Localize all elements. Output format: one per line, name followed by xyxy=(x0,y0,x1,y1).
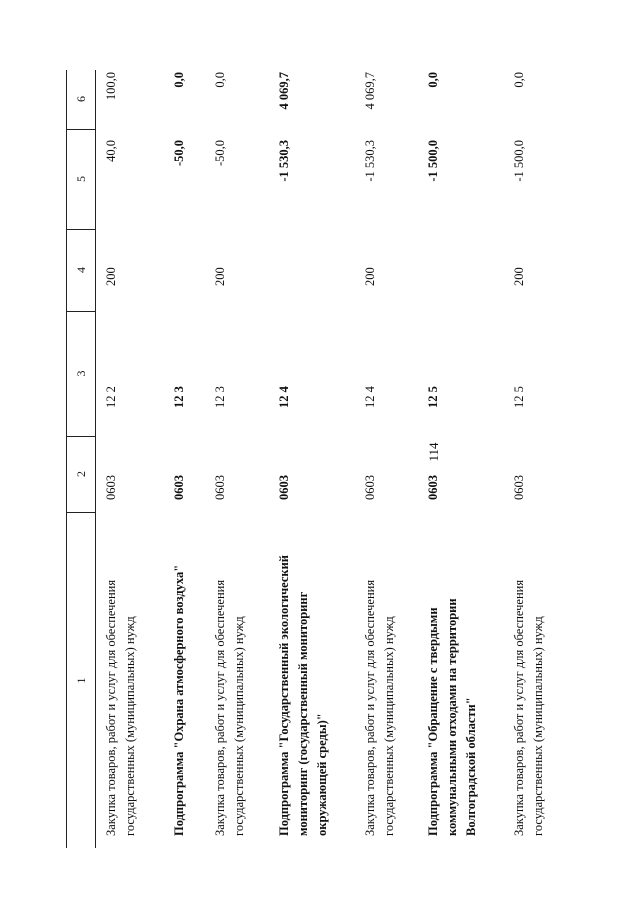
row-expense-type: 200 xyxy=(104,267,118,286)
row-program-code: 12 3 xyxy=(213,386,227,408)
row-name: Подпрограмма "Государственный экологический мониторинг (государственный мониторинг окружающей среды)" xyxy=(277,555,329,836)
header-col-1: 1 xyxy=(73,677,88,684)
row-name: Подпрограмма "Охрана атмосферного воздуха" xyxy=(172,564,186,836)
row-section-code: 0603 xyxy=(213,475,227,500)
row-total-amount: 4 069,7 xyxy=(277,72,291,110)
row-total-amount: 4 069,7 xyxy=(363,72,377,110)
row-name: Подпрограмма "Обращение с твердыми коммунальными отходами на территории Волгоградской области" xyxy=(426,598,478,836)
row-section-code: 0603 xyxy=(277,475,291,500)
row-program-code: 12 4 xyxy=(363,386,377,408)
row-name: Закупка товаров, работ и услуг для обеспечения государственных (муниципальных) нужд xyxy=(363,579,396,836)
row-expense-type: 200 xyxy=(213,267,227,286)
row-total-amount: 100,0 xyxy=(104,72,118,101)
row-change-amount: -50,0 xyxy=(172,140,186,167)
row-change-amount: -1 500,0 xyxy=(426,140,440,182)
row-total-amount: 0,0 xyxy=(426,72,440,88)
row-program-code: 12 4 xyxy=(277,386,291,408)
row-name: Закупка товаров, работ и услуг для обеспечения государственных (муниципальных) нужд xyxy=(104,579,137,836)
page-number: 114 xyxy=(426,442,441,462)
row-change-amount: -1 530,3 xyxy=(277,140,291,182)
row-total-amount: 0,0 xyxy=(213,72,227,88)
row-change-amount: -1 530,3 xyxy=(363,140,377,182)
header-col-2: 2 xyxy=(67,436,95,513)
row-change-amount: -1 500,0 xyxy=(512,140,526,182)
header-col-6: 6 xyxy=(67,69,95,130)
row-change-amount: 40,0 xyxy=(104,140,118,162)
row-section-code: 0603 xyxy=(426,475,440,500)
row-name: Закупка товаров, работ и услуг для обеспечения государственных (муниципальных) нужд xyxy=(512,579,545,836)
row-section-code: 0603 xyxy=(172,475,186,500)
row-expense-type: 200 xyxy=(363,267,377,286)
header-col-3: 3 xyxy=(67,311,95,437)
budget-table xyxy=(66,70,552,848)
row-program-code: 12 5 xyxy=(512,386,526,408)
row-section-code: 0603 xyxy=(363,475,377,500)
header-col-5: 5 xyxy=(67,129,95,230)
header-col-4: 4 xyxy=(67,229,95,312)
row-program-code: 12 3 xyxy=(172,386,186,408)
row-total-amount: 0,0 xyxy=(172,72,186,88)
row-change-amount: -50,0 xyxy=(213,140,227,167)
row-program-code: 12 2 xyxy=(104,386,118,408)
row-program-code: 12 5 xyxy=(426,386,440,408)
row-expense-type: 200 xyxy=(512,267,526,286)
row-section-code: 0603 xyxy=(512,475,526,500)
row-name: Закупка товаров, работ и услуг для обеспечения государственных (муниципальных) нужд xyxy=(213,579,246,836)
table-header xyxy=(66,70,96,848)
row-section-code: 0603 xyxy=(104,475,118,500)
row-total-amount: 0,0 xyxy=(512,72,526,88)
